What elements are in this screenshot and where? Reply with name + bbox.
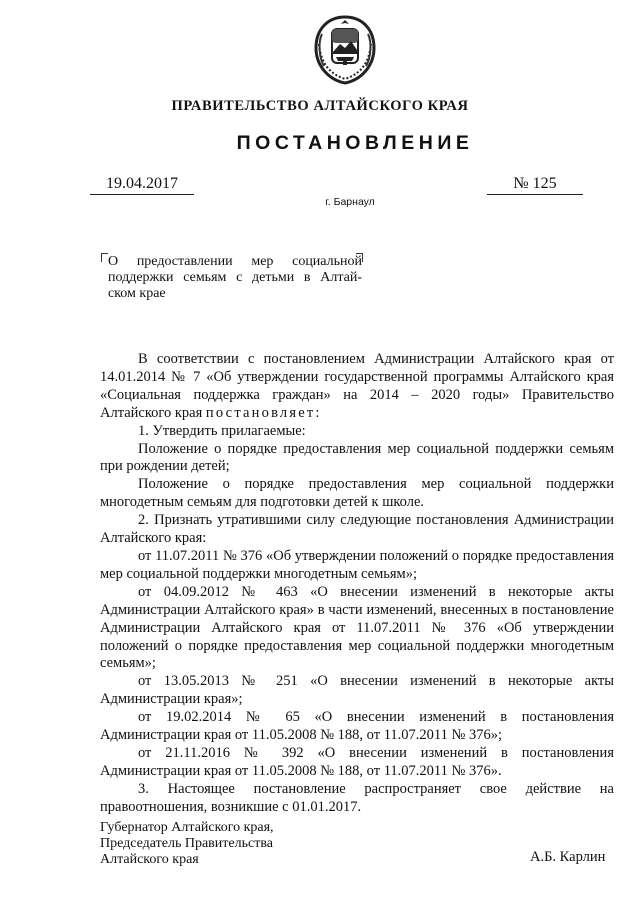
coat-of-arms-icon: [310, 14, 380, 86]
preamble-text: В соответствии с постановлением Администрации Алтайского края от 14.01.2014 № 7 «Об утверждении государственной программы Алтайского края «Социальная поддержка граждан» на 2014 – 2020 годы» Правительство Алтайского края: [100, 351, 614, 421]
signatory-position-line: Алтайского края: [100, 852, 199, 867]
document-title: [108, 254, 362, 302]
body-paragraph: Положение о порядке предоставления мер социальной поддержки семьям при рождении детей;: [100, 440, 614, 475]
title-bracket-left: [101, 253, 108, 262]
signatory-position: [100, 820, 274, 868]
body-paragraph: от 11.07.2011 № 376 «Об утверждении положений о порядке предоставления мер социальной поддержки многодетным семьям»;: [100, 547, 614, 582]
body-paragraph: от 19.02.2014 № 65 «О внесении изменений в постановления Администрации края от 11.05.2008 № 188, от 11.07.2011 № 376»;: [100, 709, 614, 744]
document-date: 19.04.2017: [90, 175, 194, 195]
body-paragraph: от 04.09.2012 № 463 «О внесении изменений в некоторые акты Администрации Алтайского края» в части изменений, внесенных в постановление Администрации Алтайского края от 11.07.2011 № 376 «Об утверждении положений о порядке предоставления мер социальной поддержки многодетным семьям»;: [100, 583, 614, 672]
preamble-paragraph: [100, 351, 614, 423]
body-paragraph: 1. Утвердить прилагаемые:: [138, 422, 306, 439]
title-line: О предоставлении мер социальной: [108, 254, 362, 269]
body-paragraph: от 21.11.2016 № 392 «О внесении изменений в постановления Администрации края от 11.05.2008 № 188, от 11.07.2011 № 376».: [100, 744, 614, 779]
resolves-word: постановляет: [205, 404, 316, 421]
document-body: [100, 351, 614, 817]
document-type: ПОСТАНОВЛЕНИЕ: [236, 132, 474, 154]
signatory-position-line: Губернатор Алтайского края,: [100, 820, 274, 835]
title-line: поддержки семьям с детьми в Алтай-: [108, 270, 362, 285]
signatory-position-line: Председатель Правительства: [100, 836, 273, 851]
body-paragraph: Положение о порядке предоставления мер социальной поддержки многодетным семьям для подготовки детей к школе.: [100, 476, 614, 511]
signatory-name: А.Б. Карлин: [530, 849, 606, 865]
body-paragraph: 2. Признать утратившими силу следующие постановления Администрации Алтайского края:: [100, 512, 614, 547]
government-name: ПРАВИТЕЛЬСТВО АЛТАЙСКОГО КРАЯ: [171, 98, 469, 114]
preamble-colon: :: [315, 404, 320, 421]
body-paragraph: от 13.05.2013 № 251 «О внесении изменений в некоторые акты Администрации края»;: [100, 673, 614, 708]
city: г. Барнаул: [325, 196, 375, 208]
title-line: ском крае: [108, 286, 166, 301]
document-number: № 125: [487, 175, 583, 195]
body-paragraph: 3. Настоящее постановление распространяет свое действие на правоотношения, возникшие с 01.01.2017.: [100, 780, 614, 815]
